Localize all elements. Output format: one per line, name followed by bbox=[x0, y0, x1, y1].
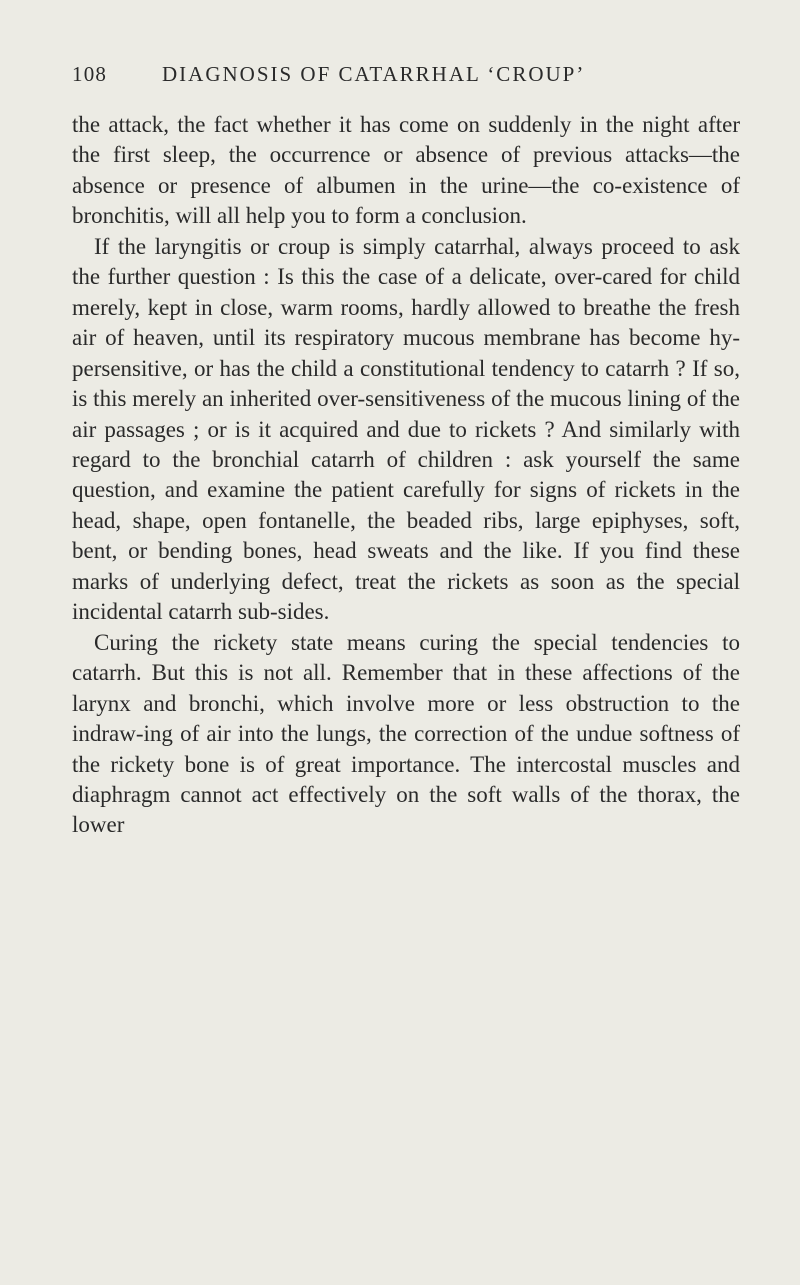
body-text bbox=[72, 110, 740, 841]
paragraph-rickety-state: Curing the rickety state means curing the special tendencies to catarrh. But this is not all. Remember that in these affections of the larynx and bronchi, which involve more or less obstruction to the indraw-ing of air into the lungs, the correction of the undue softness of the rickety bone is of great importance. The intercostal muscles and diaphragm cannot act effectively on the soft walls of the thorax, the lower bbox=[72, 629, 740, 838]
running-head bbox=[72, 62, 742, 92]
paragraph-laryngitis: If the laryngitis or croup is simply catarrhal, always proceed to ask the further question : Is this the case of a delicate, over-cared for child merely, kept in close, warm rooms, hardly allowed to breathe the fresh air of heaven, until its respiratory mucous membrane has become hy-persensitive, or has the child a constitutional tendency to catarrh ? If so, is this merely an inherited over-sensitiveness of the mucous lining of the air passages ; or is it acquired and due to rickets ? And similarly with regard to the bronchial catarrh of children : ask yourself the same question, and examine the patient carefully for signs of rickets in the head, shape, open fontanelle, the beaded ribs, large epiphyses, soft, bent, or bending bones, head sweats and the like. If you find these marks of underlying defect, treat the rickets as soon as the special incidental catarrh sub-sides. bbox=[72, 233, 740, 625]
running-title: DIAGNOSIS OF CATARRHAL ‘CROUP’ bbox=[162, 62, 586, 86]
paragraph-continued: the attack, the fact whether it has come on suddenly in the night after the first sleep, the occurrence or absence of previous attacks—the absence or presence of albumen in the urine—the co-existence of bronchitis, will all help you to form a conclusion. bbox=[72, 112, 740, 229]
page-number: 108 bbox=[72, 62, 108, 86]
